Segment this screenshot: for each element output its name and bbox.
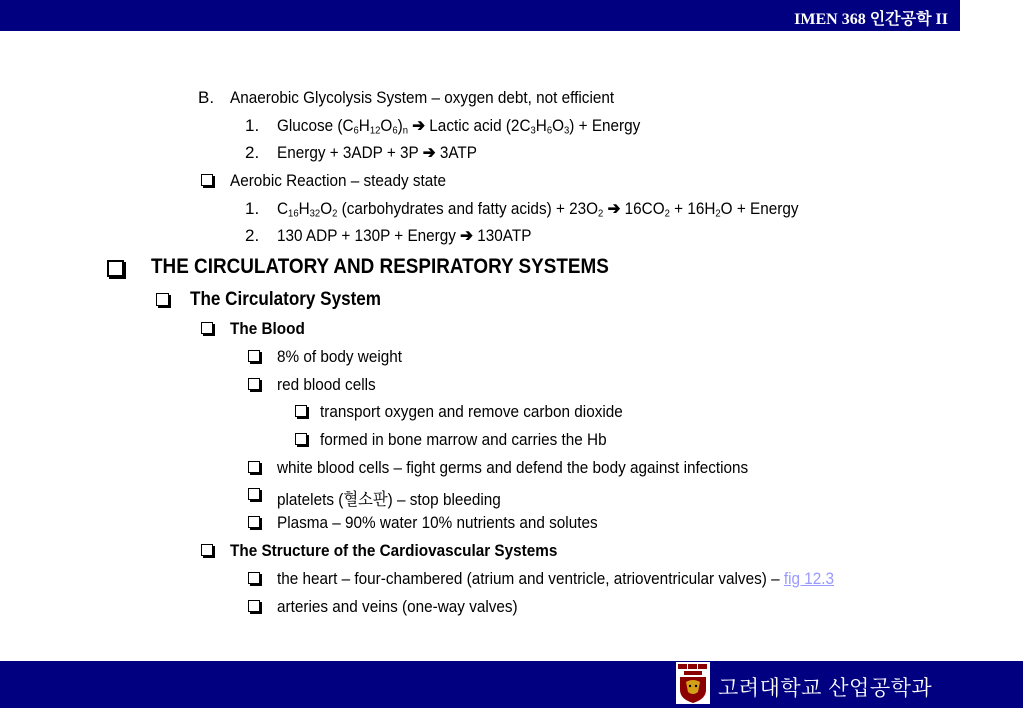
organization-name: 고려대학교 산업공학과 (718, 677, 933, 700)
bullet-icon (248, 461, 260, 473)
bullet-icon (248, 488, 260, 500)
arrow-right-icon: ➔ (460, 226, 474, 245)
list-item: formed in bone marrow and carries the Hb (320, 430, 607, 449)
list-item: 8% of body weight (277, 347, 403, 366)
bullet-icon (248, 350, 260, 362)
bullet-icon (156, 293, 169, 306)
university-crest-icon (676, 662, 710, 704)
bullet-icon (295, 405, 307, 417)
bullet-icon (248, 600, 260, 612)
list-item: arteries and veins (one-way valves) (277, 597, 518, 616)
arrow-right-icon: ➔ (422, 143, 436, 162)
arrow-right-icon: ➔ (412, 116, 426, 135)
bullet-icon (248, 572, 260, 584)
topic-heading: The Blood (230, 319, 305, 338)
list-item: the heart – four-chambered (atrium and ventricle, atrioventricular valves) – fig 12.3 (277, 569, 835, 588)
subsection-heading: The Circulatory System (190, 289, 382, 310)
bullet-icon (201, 322, 213, 334)
list-item: Plasma – 90% water 10% nutrients and solutes (277, 513, 598, 532)
list-item: red blood cells (277, 375, 376, 394)
list-marker: 2. (245, 226, 260, 245)
list-item: platelets (혈소판) – stop bleeding (277, 490, 501, 509)
list-item: Anaerobic Glycolysis System – oxygen debt, not efficient (230, 88, 615, 107)
equation-glucose: Glucose $(C_6H_{12}O_6)_n$ ➔ Lactic acid $(2C_3H_6O_3)$ + Energy (277, 116, 641, 137)
course-title: IMEN 368 인간공학 II (794, 11, 948, 28)
section-heading: THE CIRCULATORY AND RESPIRATORY SYSTEMS (151, 255, 609, 278)
list-marker: B. (198, 88, 215, 107)
list-marker: 2. (245, 143, 260, 162)
list-item: transport oxygen and remove carbon dioxide (320, 402, 623, 421)
bullet-icon (248, 378, 260, 390)
bullet-icon (107, 260, 124, 277)
bullet-icon (248, 516, 260, 528)
figure-link[interactable]: fig 12.3 (783, 569, 835, 588)
list-item: Aerobic Reaction – steady state (230, 171, 447, 190)
arrow-right-icon: ➔ (607, 199, 621, 218)
header-bar (0, 0, 960, 31)
equation-atp: Energy + 3ADP + 3P ➔ 3ATP (277, 143, 477, 162)
equation-atp-130: 130 ADP + 130P + Energy ➔ 130ATP (277, 226, 532, 245)
list-marker: 1. (245, 116, 260, 135)
list-marker: 1. (245, 199, 260, 218)
bullet-icon (295, 433, 307, 445)
equation-aerobic: $C_{16}H_{32}O_2$ (carbohydrates and fatty acids) + $23O_2$ ➔ $16CO_2 + 16H_2O$ + Energy (277, 199, 799, 220)
topic-heading: The Structure of the Cardiovascular Systems (230, 541, 558, 560)
bullet-icon (201, 544, 213, 556)
bullet-icon (201, 174, 213, 186)
list-item: white blood cells – fight germs and defend the body against infections (277, 458, 749, 477)
